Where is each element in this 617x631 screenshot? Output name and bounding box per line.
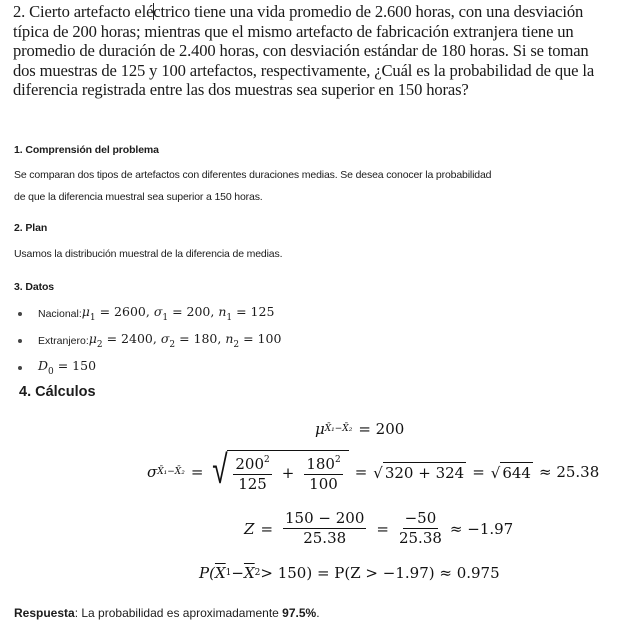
plan-text: Usamos la distribución muestral de la diferencia de medias. xyxy=(14,248,283,260)
problem-text-rest: ctrico tiene una vida promedio de 2.600 horas, con una desviación típica de 200 horas; mientras que el mismo artefacto de fabricación extranjera tiene un promedio de duración de 2.400 horas, con desviación estándar de 180 horas. Si se toman dos muestras de 125 y 100 artefactos, respectivamente, ¿Cuál es la probabilidad de que la diferencia registrada entre las dos muestras sea superior en 150 horas? xyxy=(13,2,595,100)
datos-item-d0 xyxy=(18,354,281,381)
item-math: $\mu_2 = 2400$, $\sigma_2 = 180$, $n_2 = 100$ xyxy=(88,331,282,350)
answer-end: . xyxy=(316,606,320,620)
answer-text: : La probabilidad es aproximadamente xyxy=(74,606,283,620)
item-math: $\mu_1 = 2600$, $\sigma_1 = 200$, $n_1 = 125$ xyxy=(81,304,275,323)
equation-sigma: σ X̄₁−X̄₂ = √ $\frac{200^2}{125}$ + $\frac{180^2}{100}$ = √ 320 + 324 = √ 644 ≈ 25.38 xyxy=(147,447,600,493)
comprension-line-2: de que la diferencia muestral sea superior a 150 horas. xyxy=(14,191,263,203)
item-label: Extranjero: xyxy=(38,334,89,347)
heading-calculos: 4. Cálculos xyxy=(19,384,96,400)
problem-text-start: 2. Cierto artefacto elé xyxy=(13,2,154,21)
item-math: $D_0 = 150$ xyxy=(38,358,97,377)
comprension-line-1: Se comparan dos tipos de artefactos con diferentes duraciones medias. Se desea conocer la probabilidad xyxy=(14,169,492,181)
datos-item-nacional xyxy=(18,300,281,327)
bullet-icon xyxy=(18,366,22,370)
heading-plan: 2. Plan xyxy=(14,222,48,234)
bullet-icon xyxy=(18,312,22,316)
datos-list xyxy=(18,300,281,381)
equation-mu: μ X̄₁−X̄₂ = 200 xyxy=(315,420,405,438)
heading-datos: 3. Datos xyxy=(14,281,55,293)
equation-probability: P( $\overline{X}$ 1 − $\overline{X}$ 2 > 150) = P(Z > −1.97) ≈ 0.975 xyxy=(199,564,500,582)
item-label: Nacional: xyxy=(38,307,82,320)
datos-item-extranjero xyxy=(18,327,281,354)
equation-z: Z = $\frac{150 - 200}{25.38}$ = $\frac{-50}{25.38}$ ≈ −1.97 xyxy=(244,509,514,547)
answer-label: Respuesta xyxy=(14,606,75,620)
heading-comprension: 1. Comprensión del problema xyxy=(14,144,159,156)
answer xyxy=(14,606,320,620)
sqrt-fraction-sum: √ $\frac{200^2}{125}$ + $\frac{180^2}{100}$ xyxy=(209,450,348,493)
comprension-text xyxy=(14,164,614,208)
answer-value: 97.5% xyxy=(282,606,317,620)
problem-statement xyxy=(13,2,613,100)
bullet-icon xyxy=(18,339,22,343)
